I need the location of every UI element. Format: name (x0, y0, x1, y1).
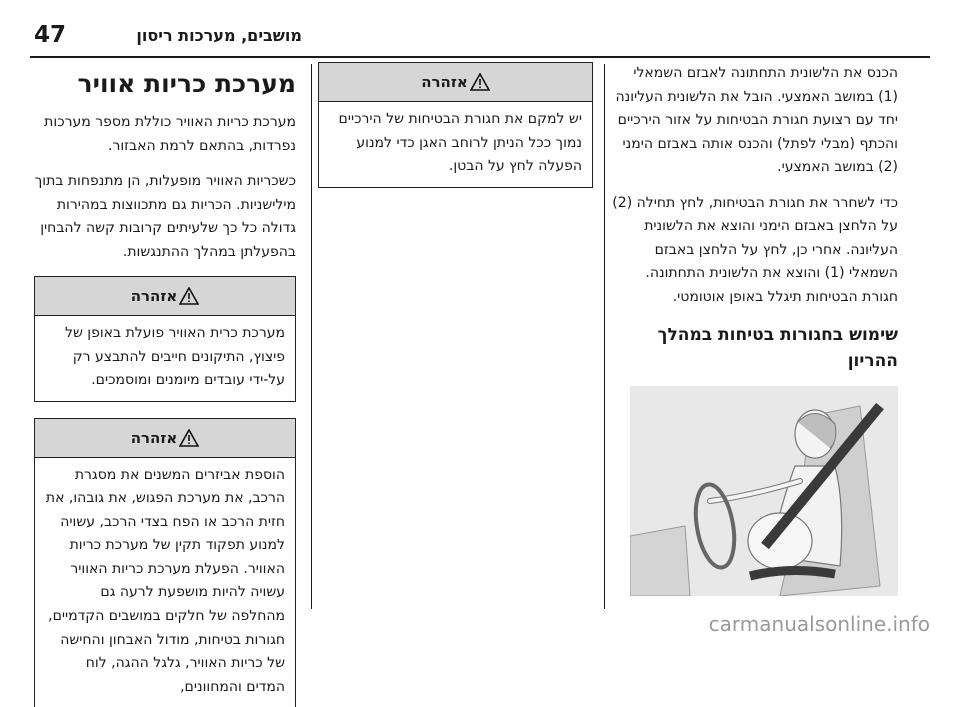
warning-header (35, 419, 295, 458)
warning-box-belt-position (318, 62, 593, 188)
watermark: carmanualsonline.info (708, 612, 930, 636)
left-column (34, 62, 296, 707)
airbag-intro: מערכת כריות האוויר כוללת מספר מערכות נפרדות, בהתאם לרמת האבזור. (44, 114, 296, 154)
release-instructions: כדי לשחרר את חגורת הבטיחות, לחץ תחילה (2) על הלחצן באבזם הימני והוצא את הלשונית העליונה. אחרי כן, לחץ על הלחצן באבזם השמאלי (1) והוצא את הלשונית התחתונה. חגורת הבטיחות תיגלל באופן אוטומטי. (612, 194, 898, 305)
column-divider-left (311, 64, 312, 609)
pregnant-driver-seatbelt-illustration (630, 386, 898, 596)
warning-body (319, 102, 592, 187)
pregnancy-heading: שימוש בחגורות בטיחות במהלך ההריון (657, 325, 898, 371)
header-rule (30, 56, 930, 58)
middle-column (318, 62, 593, 204)
airbag-system-heading: מערכת כריות אוויר (77, 69, 296, 98)
warning-triangle-icon (470, 73, 490, 91)
right-column (610, 62, 898, 596)
warning-box-accessories (34, 418, 296, 707)
warning-text: מערכת כרית האוויר פועלת באופן של פיצוץ, התיקונים חייבים להתבצע רק על-ידי עובדים מיומנים ומוסמכים. (64, 325, 285, 389)
warning-title: אזהרה (130, 287, 178, 306)
page-header (0, 0, 960, 58)
running-head: מושבים, מערכות ריסון (136, 26, 302, 45)
warning-header (35, 277, 295, 316)
page-number: 47 (34, 22, 67, 48)
warning-title: אזהרה (130, 428, 178, 447)
column-divider-right (604, 64, 605, 609)
warning-triangle-icon (179, 287, 199, 305)
warning-header (319, 63, 592, 102)
seatbelt-illustration-drawing (630, 386, 898, 596)
airbag-deployment: כשכריות האוויר מופעלות, הן מתנפחות בתוך מילישניות. הכריות גם מתכווצות במהירות גדולה כל כך שלעיתים קרובות קשה להבחין בהפעלתן במהלך ההתנגשות. (34, 173, 296, 260)
warning-title: אזהרה (421, 73, 468, 91)
warning-body (35, 458, 295, 707)
warning-text: יש למקם את חגורת הבטיחות של הירכיים נמוך ככל הניתן לרוחב האגן כדי למנוע הפעלה לחץ על הבטן. (338, 111, 582, 175)
warning-text: הוספת אביזרים המשנים את מסגרת הרכב, את מערכת הפגוש, את גובהו, את חזית הרכב או הפח בצדי הרכב, עשויה למנוע תפקוד תקין של מערכת כריות האוויר. הפעלת מערכת כריות האוויר עשויה להיות מושפעת לרעה גם מהחלפה של חלקים במושבים הקדמיים, חגורות בטיחות, מודול האבחון והחישה של כריות האוויר, גלגל ההגה, לוח המדים והמחוונים, (45, 466, 285, 695)
buckle-instructions: הכנס את הלשונית התחתונה לאבזם השמאלי (1) במושב האמצעי. הובל את הלשונית העליונה יחד עם רצועת חגורת הבטיחות על אזור הירכיים והכתף (מבלי לפתל) והכנס אותה באבזם הימני (2) במושב האמצעי. (615, 65, 898, 176)
warning-box-pyrotechnic (34, 276, 296, 402)
warning-triangle-icon (179, 429, 199, 447)
warning-body (35, 316, 295, 401)
